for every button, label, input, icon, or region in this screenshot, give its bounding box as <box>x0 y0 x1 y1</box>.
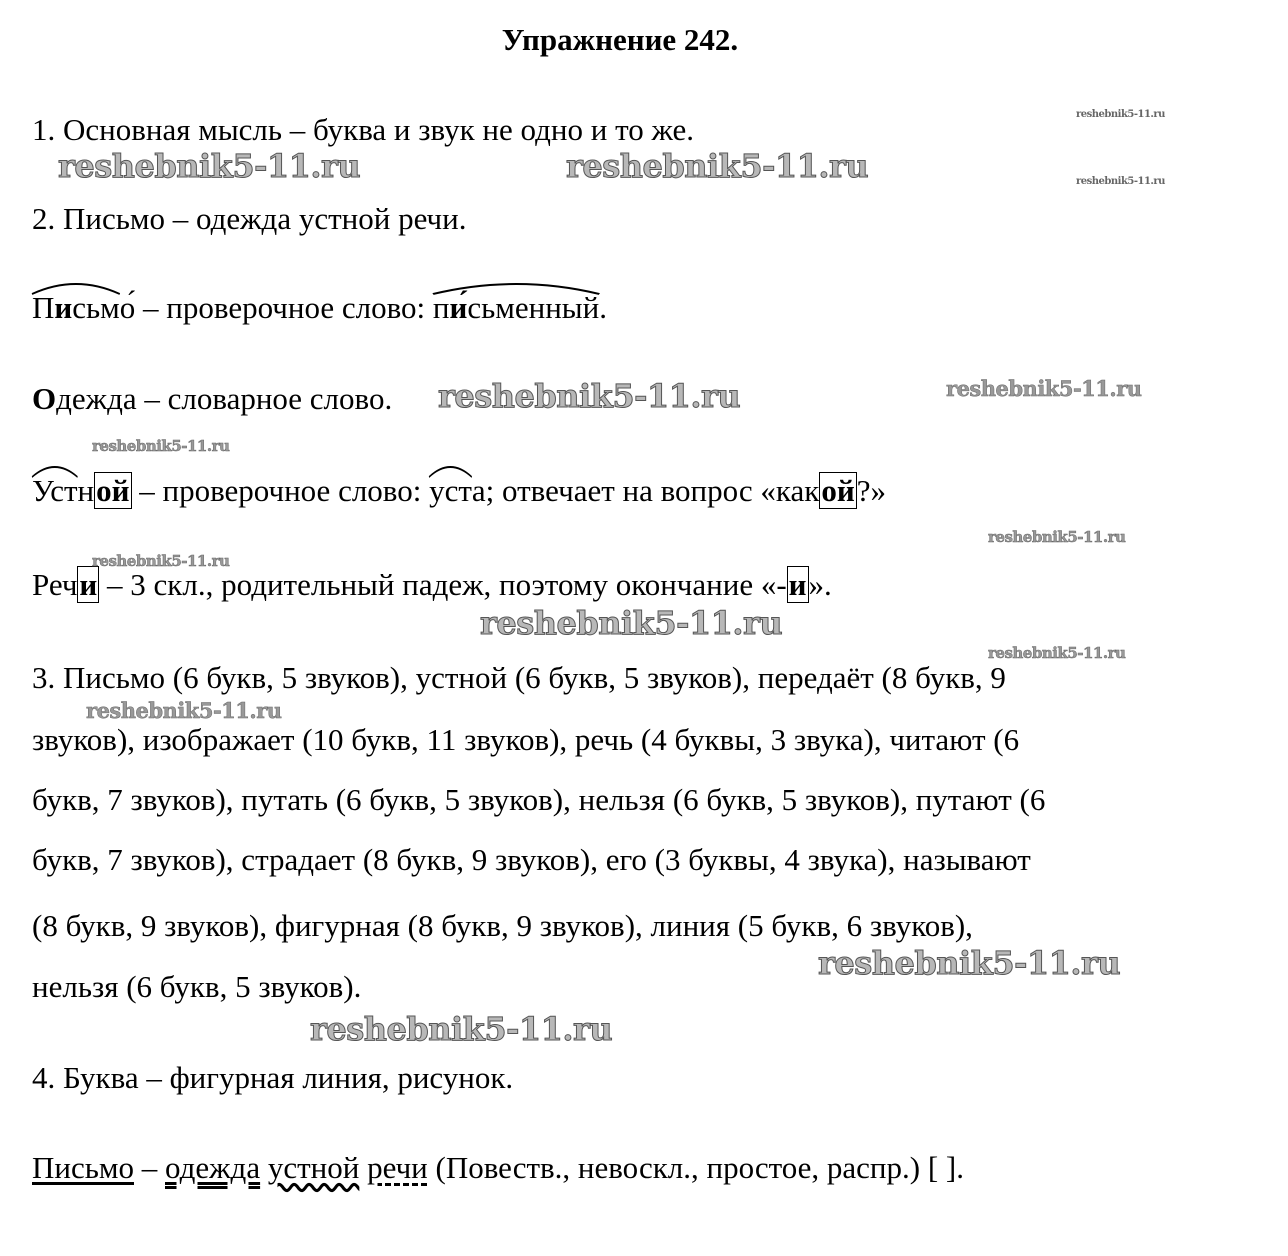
point-2: 2. Письмо – одежда устной речи. <box>32 201 467 236</box>
watermark: reshebnik5-11.ru <box>58 147 361 185</box>
point-4: 4. Буква – фигурная линия, рисунок. <box>32 1060 514 1095</box>
watermark: reshebnik5-11.ru <box>86 698 282 723</box>
ending-box: ой <box>821 473 855 508</box>
word-usta-root: уст <box>429 473 472 509</box>
ending-box: и <box>788 567 807 602</box>
analysis-rechi: Речи – 3 скл., родительный падеж, поэтому окончание «-и». <box>32 567 832 602</box>
exercise-title: Упражнение 242. <box>501 22 739 57</box>
object: речи <box>367 1150 428 1185</box>
word-ustnoy-root: Уст <box>32 473 78 509</box>
attribute: устной <box>267 1150 360 1185</box>
point-3-line-1: 3. Письмо (6 букв, 5 звуков), устной (6 букв, 5 звуков), передаёт (8 букв, 9 <box>32 660 1006 695</box>
ending-box: и <box>79 567 98 602</box>
watermark: reshebnik5-11.ru <box>566 147 869 185</box>
watermark: reshebnik5-11.ru <box>310 1010 613 1048</box>
watermark: reshebnik5-11.ru <box>988 644 1126 662</box>
subject: Письмо <box>32 1150 134 1185</box>
analysis-odezhda: Одежда – словарное слово. <box>32 381 393 416</box>
point-3-line-6: нельзя (6 букв, 5 звуков). <box>32 969 362 1004</box>
point-3-line-3: букв, 7 звуков), путать (6 букв, 5 звуков), нельзя (6 букв, 5 звуков), путают (6 <box>32 782 1046 817</box>
watermark: reshebnik5-11.ru <box>92 437 230 455</box>
point-1: 1. Основная мысль – буква и звук не одно и то же. <box>32 112 694 147</box>
point-3-line-5: (8 букв, 9 звуков), фигурная (8 букв, 9 звуков), линия (5 букв, 6 звуков), <box>32 908 973 943</box>
ending-box: ой <box>96 473 130 508</box>
analysis-ustnoy: Устной – проверочное слово: уста; отвечает на вопрос «какой?» <box>32 473 886 509</box>
point-3-line-4: букв, 7 звуков), страдает (8 букв, 9 звуков), его (3 буквы, 4 звука), называют <box>32 842 1031 877</box>
watermark: reshebnik5-11.ru <box>438 377 741 415</box>
watermark: reshebnik5-11.ru <box>946 376 1142 401</box>
watermark: reshebnik5-11.ru <box>818 944 1121 982</box>
watermark: reshebnik5-11.ru <box>92 552 230 570</box>
sentence-parse: Письмо – одежда устной речи (Повеств., невоскл., простое, распр.) [ ]. <box>32 1150 964 1185</box>
point-3-line-2: звуков), изображает (10 букв, 11 звуков), речь (4 буквы, 3 звука), читают (6 <box>32 722 1020 757</box>
word-pismo-root: Письм <box>32 290 120 326</box>
predicate: одежда <box>165 1150 261 1185</box>
word-pismennyy-root: пи́сьменный <box>433 290 599 326</box>
analysis-pismo: Письмо́ – проверочное слово: пи́сьменный. <box>32 290 607 326</box>
watermark: reshebnik5-11.ru <box>988 528 1126 546</box>
watermark: reshebnik5-11.ru <box>480 604 783 642</box>
watermark: reshebnik5-11.ru <box>1076 176 1165 187</box>
watermark: reshebnik5-11.ru <box>1076 109 1165 120</box>
